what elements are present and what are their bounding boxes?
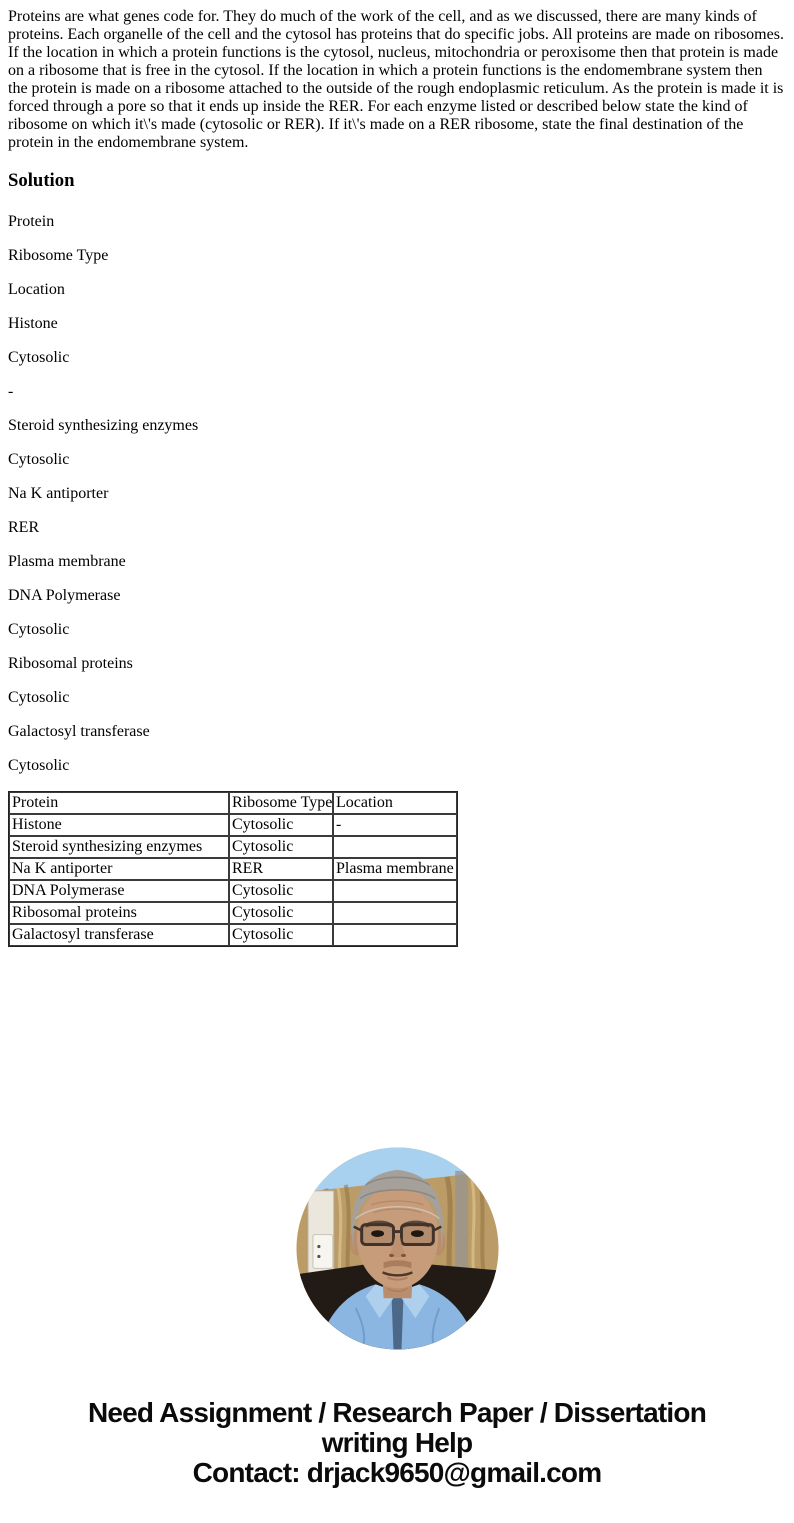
- solution-line: Steroid synthesizing enzymes: [8, 417, 199, 434]
- avatar-container: [8, 1147, 786, 1350]
- table-cell-location: [333, 836, 457, 858]
- solution-lines: [8, 213, 786, 775]
- solution-line: Location: [8, 281, 65, 298]
- solution-line: Cytosolic: [8, 349, 70, 366]
- table-cell-ribosome-type: Cytosolic: [229, 814, 333, 836]
- solution-line: Na K antiporter: [8, 485, 109, 502]
- table-cell-protein: Na K antiporter: [9, 858, 229, 880]
- table-cell-ribosome-type: Cytosolic: [229, 880, 333, 902]
- tutor-portrait-image: [296, 1147, 499, 1350]
- footer-banner: [8, 1398, 786, 1488]
- solution-line: Ribosomal proteins: [8, 655, 133, 672]
- question-paragraph: Proteins are what genes code for. They do much of the work of the cell, and as we discussed, there are many kinds of proteins. Each organelle of the cell and the cytosol has proteins that do specific jobs. All proteins are made on ribosomes. If the location in which a protein functions is the cytosol, nucleus, mitochondria or peroxisome then that protein is made on a ribosome that is free in the cytosol. If the location in which a protein functions is the endomembrane system then the protein is made on a ribosome attached to the outside of the rough endoplasmic reticulum. As the protein is made it is forced through a pore so that it ends up inside the RER. For each enzyme listed or described below state the kind of ribosome on which it\'s made (cytosolic or RER). If it\'s made on a RER ribosome, state the final destination of the protein in the endomembrane system.: [8, 8, 784, 151]
- solution-line: Cytosolic: [8, 689, 70, 706]
- solution-line: RER: [8, 519, 40, 536]
- table-row: [9, 880, 457, 902]
- solution-line: Cytosolic: [8, 451, 70, 468]
- table-row: [9, 836, 457, 858]
- table-cell-ribosome-type: Cytosolic: [229, 836, 333, 858]
- avatar: [296, 1147, 499, 1350]
- table-cell-protein: Histone: [9, 814, 229, 836]
- solution-line: -: [8, 383, 14, 400]
- table-header-row: [9, 792, 457, 814]
- table-cell-ribosome-type: RER: [229, 858, 333, 880]
- footer-heading-line-1: Need Assignment / Research Paper / Dissertation: [87, 1397, 707, 1428]
- table-header-cell: Ribosome Type: [229, 792, 333, 814]
- solution-line: Histone: [8, 315, 58, 332]
- table-row: [9, 924, 457, 946]
- footer-heading-line-2: writing Help: [321, 1427, 473, 1458]
- footer-contact: Contact: drjack9650@gmail.com: [192, 1457, 602, 1488]
- table-cell-protein: Ribosomal proteins: [9, 902, 229, 924]
- table-cell-location: Plasma membrane: [333, 858, 457, 880]
- table-row: [9, 902, 457, 924]
- table-header-cell: Protein: [9, 792, 229, 814]
- table-cell-location: [333, 880, 457, 902]
- solution-line: DNA Polymerase: [8, 587, 121, 604]
- table-row: [9, 814, 457, 836]
- table-cell-protein: Galactosyl transferase: [9, 924, 229, 946]
- table-cell-ribosome-type: Cytosolic: [229, 902, 333, 924]
- table-row: [9, 858, 457, 880]
- table-cell-location: [333, 924, 457, 946]
- table-cell-location: [333, 902, 457, 924]
- table-cell-ribosome-type: Cytosolic: [229, 924, 333, 946]
- table-cell-protein: Steroid synthesizing enzymes: [9, 836, 229, 858]
- solution-table: [8, 791, 458, 947]
- solution-line: Plasma membrane: [8, 553, 126, 570]
- solution-table-body: [9, 792, 457, 946]
- solution-heading: Solution: [8, 170, 75, 191]
- solution-line: Cytosolic: [8, 757, 70, 774]
- solution-line: Ribosome Type: [8, 247, 109, 264]
- table-cell-location: -: [333, 814, 457, 836]
- document-page: [8, 8, 786, 1488]
- solution-line: Galactosyl transferase: [8, 723, 150, 740]
- table-header-cell: Location: [333, 792, 457, 814]
- solution-line: Protein: [8, 213, 55, 230]
- table-cell-protein: DNA Polymerase: [9, 880, 229, 902]
- solution-line: Cytosolic: [8, 621, 70, 638]
